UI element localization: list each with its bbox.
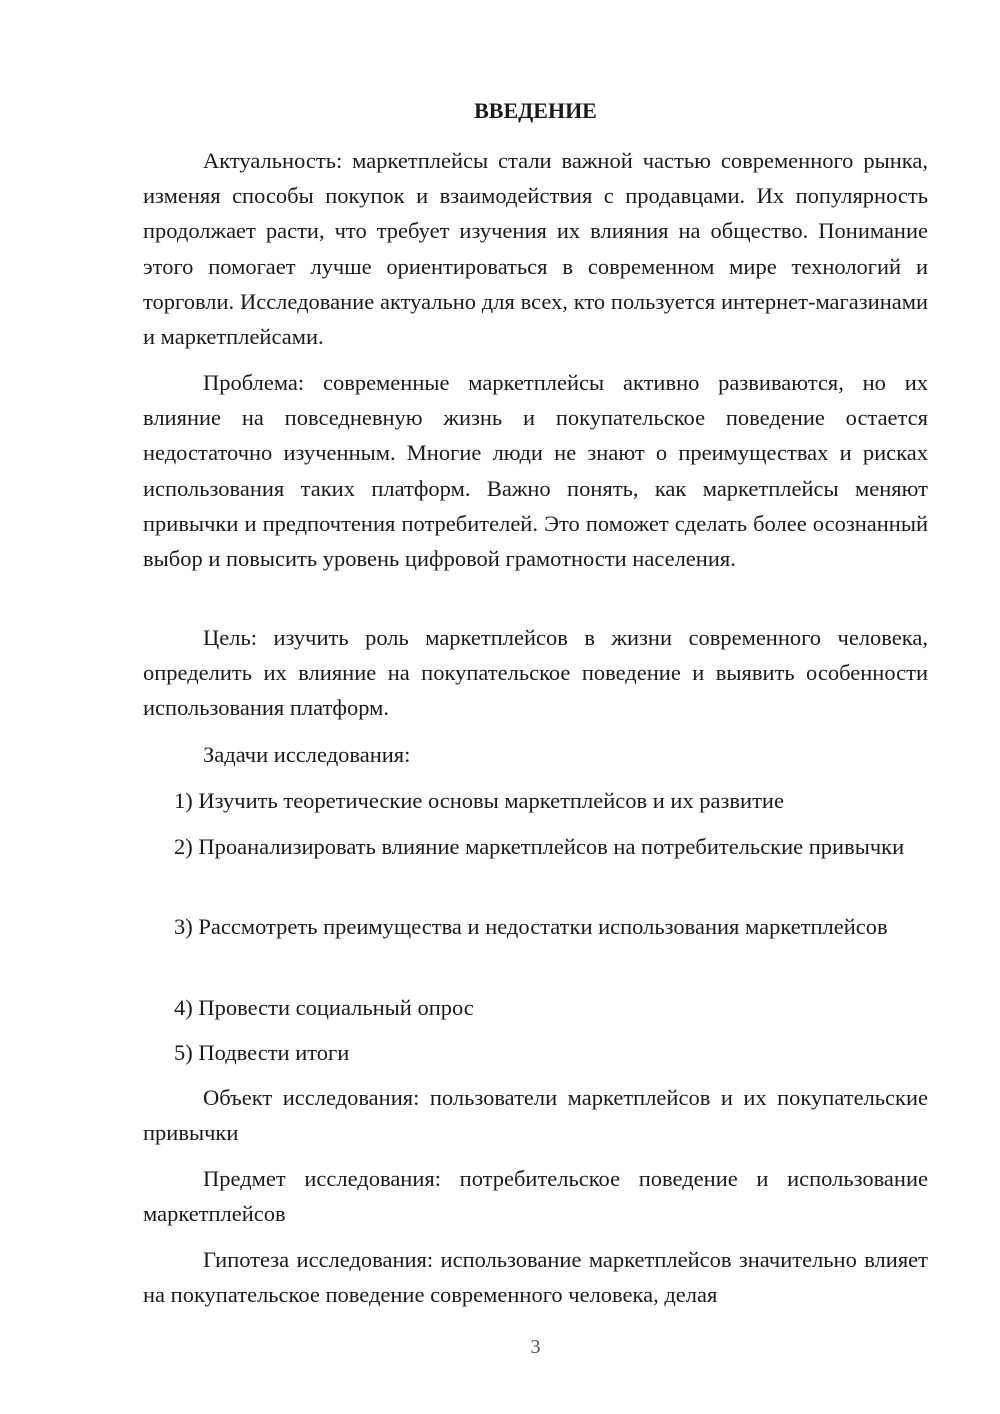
goal-paragraph: Цель: изучить роль маркетплейсов в жизни современного человека, определить их влияние на покупательское поведение и выявить особенности использования платформ. — [143, 625, 928, 721]
problem-paragraph: Проблема: современные маркетплейсы активно развиваются, но их влияние на повседневную жизнь и покупательское поведение остается недостаточно изученным. Многие люди не знают о преимуществах и рисках использования таких платформ. Важно понять, как маркетплейсы меняют привычки и предпочтения потребителей. Это поможет сделать более осознанный выбор и повысить уровень цифровой грамотности населения. — [143, 370, 928, 572]
task-item-3: 3) Рассмотреть преимущества и недостатки использования маркетплейсов — [174, 914, 888, 939]
task-item-5: 5) Подвести итоги — [174, 1040, 350, 1065]
object-paragraph: Объект исследования: пользователи маркетплейсов и их покупательские привычки — [143, 1085, 928, 1146]
page-number: 3 — [530, 1336, 541, 1358]
subject-paragraph: Предмет исследования: потребительское поведение и использование маркетплейсов — [143, 1166, 928, 1227]
task-item-4: 4) Провести социальный опрос — [174, 995, 474, 1020]
page-title: ВВЕДЕНИЕ — [474, 98, 597, 123]
hypothesis-paragraph: Гипотеза исследования: использование маркетплейсов значительно влияет на покупательское поведение современного человека, делая — [143, 1247, 928, 1308]
tasks-heading: Задачи исследования: — [203, 742, 411, 767]
relevance-paragraph: Актуальность: маркетплейсы стали важной частью современного рынка, изменяя способы покупок и взаимодействия с продавцами. Их популярность продолжает расти, что требует изучения их влияния на общество. Понимание этого помогает лучше ориентироваться в современном мире технологий и торговли. Исследование актуально для всех, кто пользуется интернет-магазинами и маркетплейсами. — [143, 148, 928, 350]
task-item-1: 1) Изучить теоретические основы маркетплейсов и их развитие — [174, 788, 784, 813]
task-item-2: 2) Проанализировать влияние маркетплейсов на потребительские привычки — [174, 834, 905, 859]
